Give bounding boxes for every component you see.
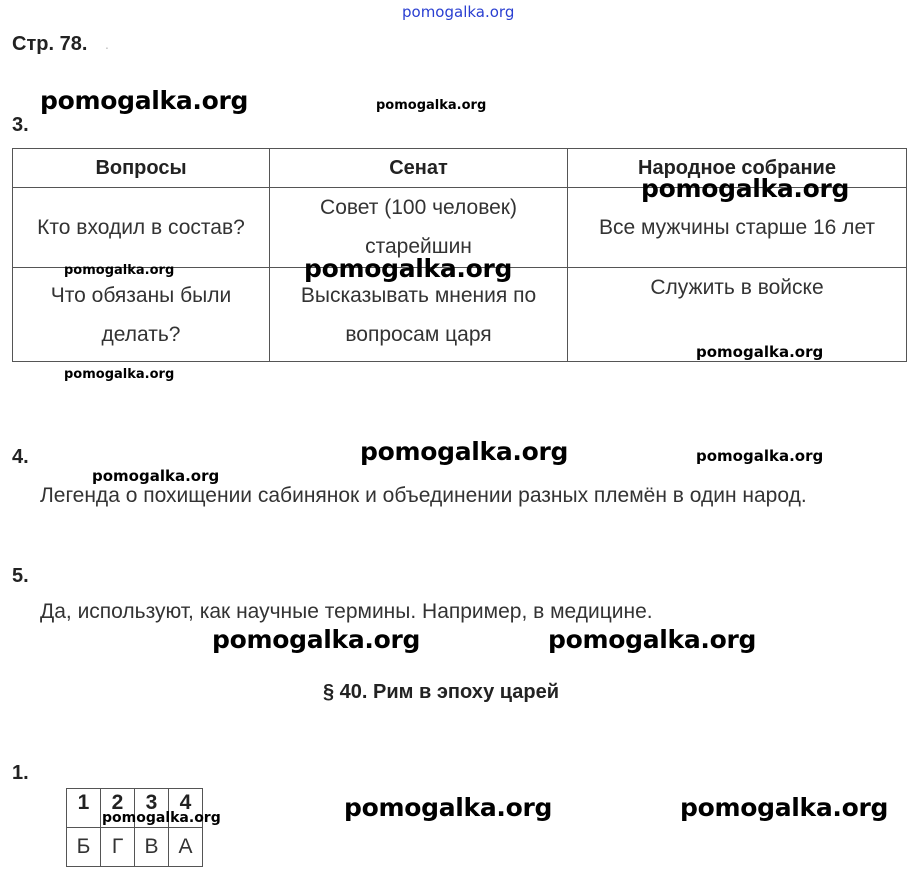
- col-3: 3: [135, 789, 169, 828]
- watermark: pomogalka.org: [64, 367, 175, 382]
- cell-senate-2: Высказывать мнения по вопросам царя: [270, 268, 568, 362]
- page-label: Стр. 78.: [12, 33, 88, 55]
- watermark: pomogalka.org: [102, 810, 221, 826]
- header-assembly: Народное собрание: [568, 149, 907, 188]
- watermark: pomogalka.org: [696, 447, 824, 465]
- watermark: pomogalka.org: [304, 254, 513, 283]
- task-1-number: 1.: [12, 762, 29, 784]
- table-row: [67, 828, 203, 867]
- watermark: pomogalka.org: [360, 437, 569, 466]
- watermark: pomogalka.org: [212, 625, 421, 654]
- answer-4: А: [169, 828, 203, 867]
- watermark: pomogalka.org: [641, 174, 850, 203]
- header-senate: Сенат: [270, 149, 568, 188]
- header-questions: Вопросы: [13, 149, 270, 188]
- answer-1: Б: [67, 828, 101, 867]
- watermark: pomogalka.org: [92, 467, 220, 485]
- stray-mark: .: [105, 36, 109, 52]
- watermark: pomogalka.org: [40, 86, 249, 115]
- col-1: 1: [67, 789, 101, 828]
- cell-senate-1: Совет (100 человек) старейшин: [270, 188, 568, 268]
- watermark: pomogalka.org: [696, 343, 824, 361]
- cell-question-2: Что обязаны были делать?: [13, 268, 270, 362]
- col-2: 2: [101, 789, 135, 828]
- watermark-top: pomogalka.org: [402, 3, 515, 21]
- task-3-number: 3.: [12, 114, 29, 136]
- task-5-number: 5.: [12, 565, 29, 587]
- section-title: § 40. Рим в эпоху царей: [323, 681, 560, 703]
- watermark: pomogalka.org: [64, 263, 175, 278]
- watermark: pomogalka.org: [376, 98, 487, 113]
- task-4-number: 4.: [12, 446, 29, 468]
- cell-assembly-2: Служить в войске: [568, 268, 907, 362]
- cell-assembly-1: Все мужчины старше 16 лет: [568, 188, 907, 268]
- watermark: pomogalka.org: [344, 793, 553, 822]
- answer-3: В: [135, 828, 169, 867]
- cell-question-1: Кто входил в состав?: [13, 188, 270, 268]
- watermark: pomogalka.org: [548, 625, 757, 654]
- watermark: pomogalka.org: [680, 793, 889, 822]
- answer-2: Г: [101, 828, 135, 867]
- task-1-table: [66, 788, 203, 867]
- col-4: 4: [169, 789, 203, 828]
- task-5-answer: Да, используют, как научные термины. Например, в медицине.: [40, 600, 653, 623]
- task-4-answer: Легенда о похищении сабинянок и объединении разных племён в один народ.: [40, 484, 807, 507]
